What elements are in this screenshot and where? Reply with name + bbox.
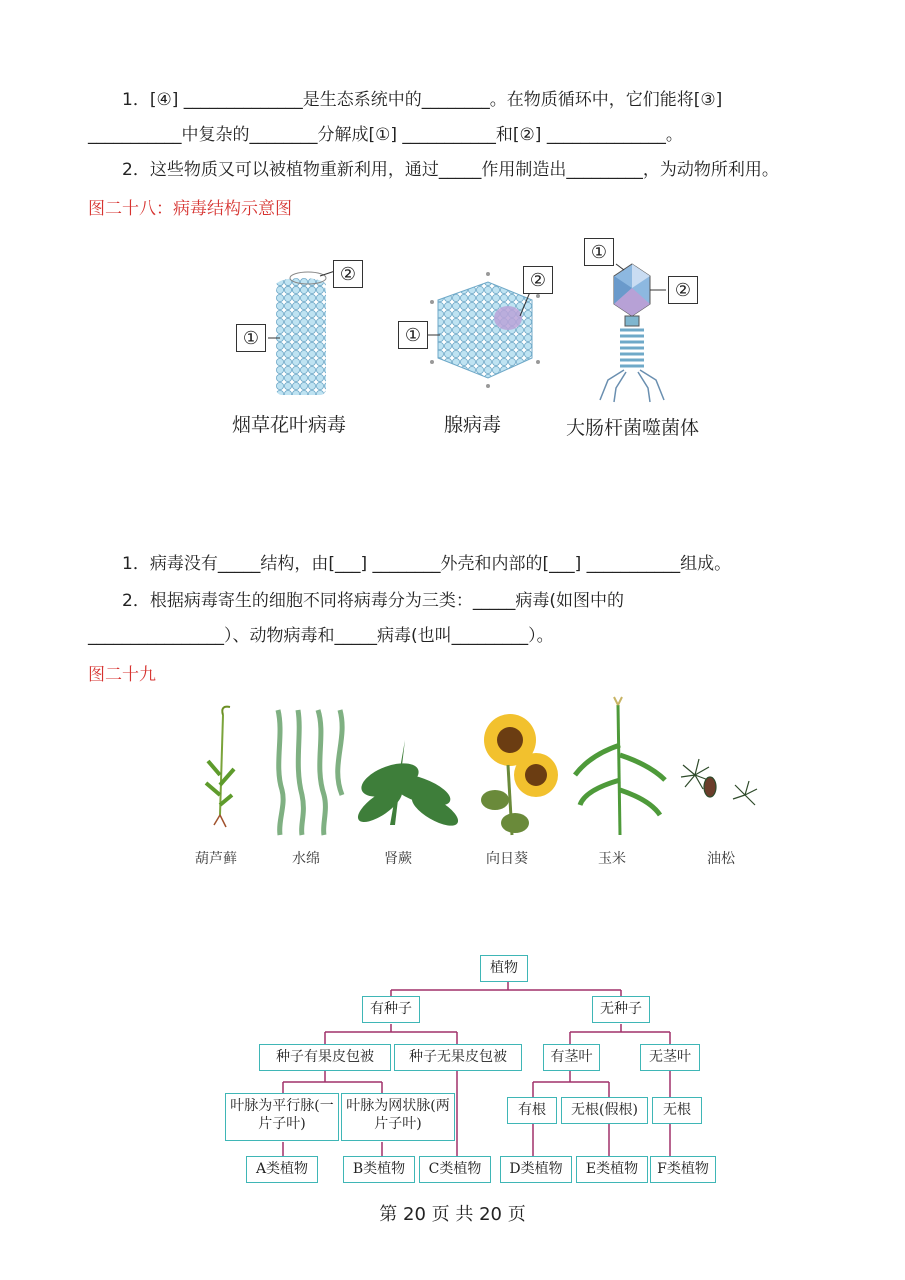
phage-label-2: ② — [668, 276, 698, 304]
tree-a: A类植物 — [246, 1156, 318, 1183]
caption-phage: 大肠杆菌噬菌体 — [566, 417, 700, 439]
sunflower-icon — [481, 714, 558, 835]
fig28-title: 图二十八：病毒结构示意图 — [88, 199, 292, 219]
tree-b: B类植物 — [343, 1156, 415, 1183]
caption-tmv: 烟草花叶病毒 — [232, 414, 347, 436]
tree-nostemleaf: 无茎叶 — [640, 1044, 700, 1071]
q1-line3: 2．这些物质又可以被植物重新利用，通过_____作用制造出_________，为动物所利用。 — [122, 160, 779, 180]
phage-label-1: ① — [584, 238, 614, 266]
tree-noroot: 无根(假根) — [561, 1097, 648, 1124]
plant-fern: 肾蕨 — [384, 851, 412, 867]
corn-icon — [575, 697, 665, 835]
adeno-label-1: ① — [398, 321, 428, 349]
plant-pine: 油松 — [707, 851, 735, 867]
pine-icon — [681, 759, 757, 805]
plant-spirogyra: 水绵 — [292, 851, 320, 867]
tobacco-mosaic-virus-icon — [268, 270, 338, 395]
tree-parallel: 叶脉为平行脉(一片子叶) — [225, 1093, 339, 1141]
q2-line2: 2．根据病毒寄生的细胞不同将病毒分为三类：_____病毒(如图中的 — [122, 591, 624, 611]
tree-d: D类植物 — [500, 1156, 572, 1183]
tree-noseed: 无种子 — [592, 996, 650, 1023]
tree-e: E类植物 — [576, 1156, 648, 1183]
moss-icon — [206, 707, 234, 827]
plant-sunflower: 向日葵 — [486, 851, 528, 867]
q2-line3: ________________）、动物病毒和_____病毒(也叫_________）。 — [88, 626, 554, 646]
tree-seed: 有种子 — [362, 996, 420, 1023]
fig29-title: 图二十九 — [88, 665, 156, 685]
tree-root2: 有根 — [507, 1097, 557, 1124]
virus-diagram — [220, 230, 740, 410]
q1-line2: ___________中复杂的________分解成[①] ___________和[②] ______________。 — [88, 125, 683, 145]
tree-nopericarp: 种子无果皮包被 — [394, 1044, 522, 1071]
plants-illustration — [190, 695, 780, 843]
plant-moss: 葫芦藓 — [195, 851, 237, 867]
page-footer: 第 20 页 共 20 页 — [379, 1204, 526, 1225]
bacteriophage-icon — [600, 264, 666, 402]
spirogyra-icon — [278, 710, 342, 835]
caption-adenovirus: 腺病毒 — [444, 414, 502, 436]
tmv-label-2: ② — [333, 260, 363, 288]
tree-c: C类植物 — [419, 1156, 491, 1183]
tree-net: 叶脉为网状脉(两片子叶) — [341, 1093, 455, 1141]
tree-f: F类植物 — [650, 1156, 716, 1183]
adeno-label-2: ② — [523, 266, 553, 294]
plant-corn: 玉米 — [598, 851, 626, 867]
tree-noroot2: 无根 — [652, 1097, 702, 1124]
q1-line1: 1．[④] ______________是生态系统中的________。在物质循环中，它们能将[③] — [122, 90, 723, 110]
tmv-label-1: ① — [236, 324, 266, 352]
tree-root: 植物 — [480, 955, 528, 982]
fern-icon — [353, 740, 463, 832]
tree-stemleaf: 有茎叶 — [543, 1044, 600, 1071]
tree-withpericarp: 种子有果皮包被 — [259, 1044, 391, 1071]
q2-line1: 1．病毒没有_____结构，由[___] ________外壳和内部的[___] ___________组成。 — [122, 554, 732, 574]
